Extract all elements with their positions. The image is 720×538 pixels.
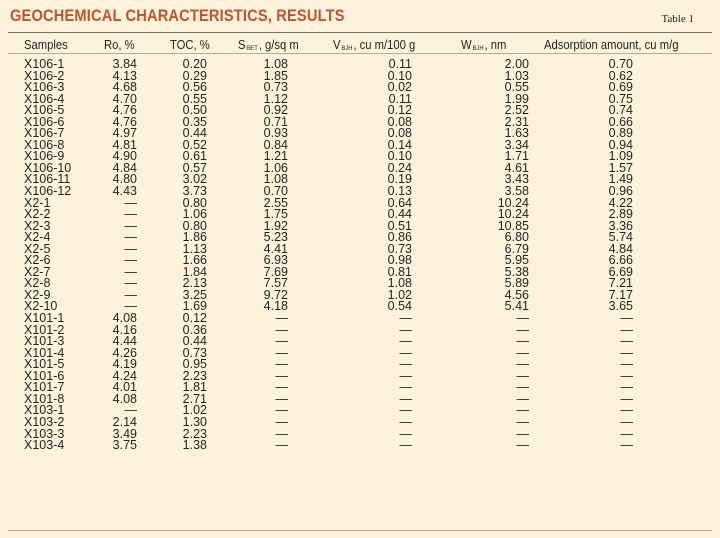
cell-wbjh: — bbox=[516, 380, 529, 395]
cell-adsorption: 4.22 bbox=[608, 195, 633, 210]
cell-vbjh: — bbox=[399, 368, 412, 383]
cell-sbet: — bbox=[275, 426, 288, 441]
cell-toc: 1.38 bbox=[182, 438, 207, 453]
cell-sample: X101-1 bbox=[24, 311, 65, 326]
cell-adsorption: 0.96 bbox=[608, 184, 633, 199]
cell-toc: 1.02 bbox=[182, 403, 207, 418]
cell-sbet: 0.70 bbox=[263, 184, 288, 199]
table-row bbox=[0, 312, 720, 324]
cell-sample: X106-11 bbox=[24, 172, 71, 187]
cell-ro: 4.13 bbox=[112, 68, 137, 83]
cell-adsorption: 1.09 bbox=[608, 149, 633, 164]
cell-adsorption: 1.57 bbox=[608, 160, 633, 175]
cell-ro: 4.19 bbox=[112, 357, 137, 372]
cell-toc: 0.44 bbox=[182, 126, 207, 141]
cell-wbjh: 5.89 bbox=[504, 276, 529, 291]
cell-ro: — bbox=[124, 253, 137, 268]
cell-sample: X103-2 bbox=[24, 414, 65, 429]
cell-wbjh: 2.52 bbox=[504, 103, 529, 118]
cell-ro: — bbox=[124, 276, 137, 291]
cell-wbjh: 1.71 bbox=[504, 149, 529, 164]
cell-toc: 0.57 bbox=[182, 160, 207, 175]
cell-sample: X103-4 bbox=[24, 438, 65, 453]
cell-vbjh: 0.08 bbox=[387, 126, 412, 141]
cell-sbet: — bbox=[275, 322, 288, 337]
cell-vbjh: 0.81 bbox=[387, 264, 412, 279]
cell-adsorption: 6.69 bbox=[608, 264, 633, 279]
cell-ro: 4.08 bbox=[112, 311, 137, 326]
cell-vbjh: — bbox=[399, 403, 412, 418]
cell-ro: — bbox=[124, 218, 137, 233]
cell-toc: 0.44 bbox=[182, 334, 207, 349]
cell-wbjh: 10.85 bbox=[497, 218, 529, 233]
cell-sample: X101-3 bbox=[24, 334, 65, 349]
cell-sbet: — bbox=[275, 345, 288, 360]
cell-wbjh: — bbox=[516, 368, 529, 383]
cell-adsorption: 0.70 bbox=[608, 57, 633, 71]
cell-adsorption: — bbox=[620, 438, 633, 453]
cell-sbet: 1.85 bbox=[263, 68, 288, 83]
cell-sbet: 1.92 bbox=[263, 218, 288, 233]
cell-sample: X106-6 bbox=[24, 114, 65, 129]
cell-sample: X2-3 bbox=[24, 218, 51, 233]
cell-adsorption: 0.69 bbox=[608, 80, 633, 95]
cell-toc: 1.81 bbox=[182, 380, 207, 395]
table-row bbox=[0, 404, 720, 416]
cell-ro: 4.76 bbox=[112, 114, 137, 129]
cell-ro: 4.16 bbox=[112, 322, 137, 337]
table-row bbox=[0, 324, 720, 336]
header-adsorption: Adsorption amount, cu m/g bbox=[544, 38, 679, 52]
cell-toc: 2.23 bbox=[182, 426, 207, 441]
cell-wbjh: 0.55 bbox=[504, 80, 529, 95]
cell-toc: 3.25 bbox=[182, 287, 207, 302]
cell-toc: 0.12 bbox=[182, 311, 207, 326]
cell-wbjh: — bbox=[516, 345, 529, 360]
cell-toc: 0.29 bbox=[182, 68, 207, 83]
cell-toc: 0.50 bbox=[182, 103, 207, 118]
cell-vbjh: 0.98 bbox=[387, 253, 412, 268]
cell-sbet: — bbox=[275, 414, 288, 429]
cell-wbjh: 5.38 bbox=[504, 264, 529, 279]
cell-vbjh: — bbox=[399, 414, 412, 429]
cell-wbjh: 5.95 bbox=[504, 253, 529, 268]
table-row bbox=[0, 58, 720, 70]
table-row bbox=[0, 335, 720, 347]
cell-adsorption: — bbox=[620, 368, 633, 383]
cell-vbjh: — bbox=[399, 391, 412, 406]
header-ro: Ro, % bbox=[104, 38, 135, 52]
cell-wbjh: 3.43 bbox=[504, 172, 529, 187]
cell-ro: 4.84 bbox=[112, 160, 137, 175]
cell-toc: 1.30 bbox=[182, 414, 207, 429]
cell-sbet: — bbox=[275, 403, 288, 418]
cell-adsorption: — bbox=[620, 380, 633, 395]
cell-ro: 4.76 bbox=[112, 103, 137, 118]
table-row bbox=[0, 347, 720, 359]
cell-wbjh: — bbox=[516, 311, 529, 326]
cell-sbet: — bbox=[275, 438, 288, 453]
cell-wbjh: 3.34 bbox=[504, 137, 529, 152]
cell-sample: X2-4 bbox=[24, 230, 51, 245]
cell-ro: 4.97 bbox=[112, 126, 137, 141]
cell-sbet: 1.06 bbox=[263, 160, 288, 175]
cell-vbjh: 0.13 bbox=[387, 184, 412, 199]
cell-sample: X101-7 bbox=[24, 380, 65, 395]
table-row bbox=[0, 370, 720, 382]
cell-sbet: 4.18 bbox=[263, 299, 288, 314]
cell-wbjh: 6.79 bbox=[504, 241, 529, 256]
cell-adsorption: 7.17 bbox=[608, 287, 633, 302]
table-row bbox=[0, 185, 720, 197]
cell-adsorption: — bbox=[620, 334, 633, 349]
table-row bbox=[0, 381, 720, 393]
cell-ro: 4.90 bbox=[112, 149, 137, 164]
cell-sample: X106-1 bbox=[24, 57, 65, 71]
cell-sbet: 1.12 bbox=[263, 91, 288, 106]
cell-wbjh: 10.24 bbox=[497, 207, 529, 222]
cell-sbet: 1.08 bbox=[263, 172, 288, 187]
cell-ro: 3.84 bbox=[112, 57, 137, 71]
cell-toc: 3.73 bbox=[182, 184, 207, 199]
cell-vbjh: 0.10 bbox=[387, 149, 412, 164]
cell-sample: X106-12 bbox=[24, 184, 72, 199]
cell-wbjh: — bbox=[516, 403, 529, 418]
cell-sbet: 7.69 bbox=[263, 264, 288, 279]
cell-toc: 0.35 bbox=[182, 114, 207, 129]
cell-sample: X106-2 bbox=[24, 68, 65, 83]
cell-sbet: 0.71 bbox=[263, 114, 288, 129]
cell-sbet: — bbox=[275, 368, 288, 383]
cell-toc: 2.13 bbox=[182, 276, 207, 291]
cell-sample: X101-2 bbox=[24, 322, 65, 337]
cell-ro: — bbox=[124, 287, 137, 302]
cell-vbjh: 0.10 bbox=[387, 68, 412, 83]
cell-adsorption: 0.74 bbox=[608, 103, 633, 118]
cell-wbjh: 3.58 bbox=[504, 184, 529, 199]
cell-adsorption: — bbox=[620, 391, 633, 406]
cell-wbjh: 4.61 bbox=[504, 160, 529, 175]
cell-ro: 4.26 bbox=[112, 345, 137, 360]
cell-vbjh: 1.02 bbox=[387, 287, 412, 302]
cell-wbjh: 1.63 bbox=[504, 126, 529, 141]
cell-toc: 1.13 bbox=[182, 241, 207, 256]
cell-adsorption: — bbox=[620, 414, 633, 429]
cell-sbet: 2.55 bbox=[263, 195, 288, 210]
table-header-row bbox=[0, 38, 720, 53]
table-row bbox=[0, 81, 720, 93]
cell-sample: X101-8 bbox=[24, 391, 65, 406]
cell-sbet: — bbox=[275, 380, 288, 395]
cell-ro: 4.68 bbox=[112, 80, 137, 95]
cell-sbet: 0.92 bbox=[263, 103, 288, 118]
cell-wbjh: — bbox=[516, 334, 529, 349]
cell-vbjh: 0.12 bbox=[387, 103, 412, 118]
cell-vbjh: 0.14 bbox=[387, 137, 412, 152]
cell-toc: 0.80 bbox=[182, 195, 207, 210]
cell-adsorption: 1.49 bbox=[608, 172, 633, 187]
cell-sbet: 1.21 bbox=[263, 149, 288, 164]
cell-vbjh: 0.51 bbox=[387, 218, 412, 233]
cell-vbjh: — bbox=[399, 345, 412, 360]
cell-sbet: 1.75 bbox=[263, 207, 288, 222]
cell-wbjh: — bbox=[516, 391, 529, 406]
cell-toc: 1.69 bbox=[182, 299, 207, 314]
cell-sample: X106-10 bbox=[24, 160, 72, 175]
cell-ro: 3.49 bbox=[112, 426, 137, 441]
cell-sample: X103-1 bbox=[24, 403, 65, 418]
cell-vbjh: 0.86 bbox=[387, 230, 412, 245]
cell-wbjh: 5.41 bbox=[504, 299, 529, 314]
cell-adsorption: 6.66 bbox=[608, 253, 633, 268]
cell-sample: X2-2 bbox=[24, 207, 51, 222]
cell-ro: — bbox=[124, 403, 137, 418]
cell-toc: 2.71 bbox=[182, 391, 207, 406]
table-row bbox=[0, 208, 720, 220]
cell-sample: X2-6 bbox=[24, 253, 51, 268]
cell-vbjh: 0.73 bbox=[387, 241, 412, 256]
cell-adsorption: 0.75 bbox=[608, 91, 633, 106]
cell-toc: 0.56 bbox=[182, 80, 207, 95]
cell-ro: 4.43 bbox=[112, 184, 137, 199]
cell-sample: X106-7 bbox=[24, 126, 65, 141]
cell-vbjh: — bbox=[399, 357, 412, 372]
cell-ro: — bbox=[124, 195, 137, 210]
header-bottom-rule bbox=[8, 53, 712, 54]
cell-sample: X106-9 bbox=[24, 149, 65, 164]
cell-ro: 4.24 bbox=[112, 368, 137, 383]
header-sbet: $S_{BET}$, g/sq m bbox=[238, 38, 299, 52]
cell-vbjh: — bbox=[399, 438, 412, 453]
cell-toc: 0.80 bbox=[182, 218, 207, 233]
cell-sbet: 6.93 bbox=[263, 253, 288, 268]
cell-wbjh: 10.24 bbox=[497, 195, 529, 210]
cell-sbet: — bbox=[275, 357, 288, 372]
cell-wbjh: 2.00 bbox=[504, 57, 529, 71]
cell-vbjh: 0.02 bbox=[387, 80, 412, 95]
cell-sample: X106-4 bbox=[24, 91, 65, 106]
cell-adsorption: — bbox=[620, 426, 633, 441]
cell-sample: X2-7 bbox=[24, 264, 51, 279]
cell-sample: X106-8 bbox=[24, 137, 65, 152]
cell-sample: X101-5 bbox=[24, 357, 65, 372]
table-row bbox=[0, 416, 720, 428]
cell-vbjh: 0.11 bbox=[388, 57, 412, 71]
cell-adsorption: 2.89 bbox=[608, 207, 633, 222]
cell-ro: — bbox=[124, 264, 137, 279]
cell-sample: X106-5 bbox=[24, 103, 65, 118]
cell-sample: X2-10 bbox=[24, 299, 58, 314]
cell-wbjh: 6.80 bbox=[504, 230, 529, 245]
cell-ro: — bbox=[124, 230, 137, 245]
table-bottom-rule bbox=[8, 530, 712, 531]
cell-wbjh: 1.03 bbox=[504, 68, 529, 83]
table-title: GEOCHEMICAL CHARACTERISTICS, RESULTS bbox=[10, 6, 345, 25]
table-row bbox=[0, 428, 720, 440]
cell-vbjh: — bbox=[399, 426, 412, 441]
cell-ro: 4.81 bbox=[112, 137, 137, 152]
cell-vbjh: 0.64 bbox=[387, 195, 412, 210]
cell-sbet: 4.41 bbox=[263, 241, 288, 256]
header-samples: Samples bbox=[24, 38, 68, 52]
cell-toc: 3.02 bbox=[182, 172, 207, 187]
header-top-rule bbox=[8, 32, 712, 33]
cell-sbet: 0.84 bbox=[263, 137, 288, 152]
cell-ro: 4.44 bbox=[112, 334, 137, 349]
table-body bbox=[0, 58, 720, 451]
cell-ro: 4.70 bbox=[112, 91, 137, 106]
cell-sample: X106-3 bbox=[24, 80, 65, 95]
cell-adsorption: 3.65 bbox=[608, 299, 633, 314]
cell-sbet: 7.57 bbox=[263, 276, 288, 291]
cell-adsorption: — bbox=[620, 345, 633, 360]
cell-adsorption: 7.21 bbox=[608, 276, 633, 291]
cell-vbjh: 0.54 bbox=[387, 299, 412, 314]
cell-toc: 0.61 bbox=[182, 149, 207, 164]
cell-toc: 1.06 bbox=[182, 207, 207, 222]
cell-toc: 1.84 bbox=[182, 264, 207, 279]
cell-toc: 0.95 bbox=[182, 357, 207, 372]
cell-sample: X2-5 bbox=[24, 241, 51, 256]
table-row bbox=[0, 358, 720, 370]
cell-wbjh: 2.31 bbox=[504, 114, 529, 129]
cell-adsorption: — bbox=[620, 357, 633, 372]
cell-wbjh: — bbox=[516, 426, 529, 441]
cell-vbjh: 0.24 bbox=[387, 160, 412, 175]
cell-ro: — bbox=[124, 299, 137, 314]
cell-wbjh: — bbox=[516, 357, 529, 372]
table-row bbox=[0, 439, 720, 451]
cell-vbjh: — bbox=[399, 334, 412, 349]
cell-ro: 3.75 bbox=[112, 438, 137, 453]
cell-sample: X103-3 bbox=[24, 426, 65, 441]
cell-toc: 0.73 bbox=[182, 345, 207, 360]
cell-ro: — bbox=[124, 241, 137, 256]
cell-adsorption: — bbox=[620, 322, 633, 337]
header-wbjh: $W_{BJH}$, nm bbox=[461, 38, 507, 52]
cell-toc: 0.52 bbox=[182, 137, 207, 152]
cell-ro: 4.01 bbox=[112, 380, 137, 395]
cell-ro: 2.14 bbox=[112, 414, 137, 429]
cell-wbjh: — bbox=[516, 322, 529, 337]
cell-toc: 1.66 bbox=[182, 253, 207, 268]
cell-sbet: 1.08 bbox=[263, 57, 288, 71]
cell-vbjh: 0.44 bbox=[387, 207, 412, 222]
cell-vbjh: 0.19 bbox=[387, 172, 412, 187]
cell-adsorption: 0.62 bbox=[608, 68, 633, 83]
cell-sbet: — bbox=[275, 391, 288, 406]
table-number-label: Table 1 bbox=[661, 13, 694, 25]
cell-toc: 0.55 bbox=[182, 91, 207, 106]
cell-toc: 1.86 bbox=[182, 230, 207, 245]
cell-sample: X2-1 bbox=[24, 195, 51, 210]
cell-ro: — bbox=[124, 207, 137, 222]
cell-adsorption: 3.36 bbox=[608, 218, 633, 233]
cell-ro: 4.08 bbox=[112, 391, 137, 406]
table-row bbox=[0, 393, 720, 405]
cell-vbjh: — bbox=[399, 380, 412, 395]
cell-sbet: 0.73 bbox=[263, 80, 288, 95]
cell-toc: 0.20 bbox=[182, 57, 207, 71]
cell-sample: X2-8 bbox=[24, 276, 51, 291]
cell-adsorption: 0.94 bbox=[608, 137, 633, 152]
header-vbjh: $V_{BJH}$, cu m/100 g bbox=[333, 38, 416, 52]
cell-sbet: — bbox=[275, 334, 288, 349]
table-row bbox=[0, 300, 720, 312]
cell-adsorption: 0.66 bbox=[608, 114, 633, 129]
cell-sample: X2-9 bbox=[24, 287, 51, 302]
cell-sbet: 0.93 bbox=[263, 126, 288, 141]
cell-sample: X101-6 bbox=[24, 368, 65, 383]
cell-wbjh: 4.56 bbox=[504, 287, 529, 302]
cell-wbjh: — bbox=[516, 438, 529, 453]
cell-vbjh: 0.08 bbox=[387, 114, 412, 129]
cell-sbet: — bbox=[275, 311, 288, 326]
cell-vbjh: — bbox=[399, 311, 412, 326]
cell-adsorption: — bbox=[620, 311, 633, 326]
cell-wbjh: 1.99 bbox=[504, 91, 529, 106]
cell-sample: X101-4 bbox=[24, 345, 65, 360]
header-toc: TOC, % bbox=[170, 38, 210, 52]
cell-sbet: 5.23 bbox=[263, 230, 288, 245]
cell-adsorption: 5.74 bbox=[608, 230, 633, 245]
cell-adsorption: 0.89 bbox=[608, 126, 633, 141]
cell-vbjh: — bbox=[399, 322, 412, 337]
cell-toc: 0.36 bbox=[182, 322, 207, 337]
table-row bbox=[0, 104, 720, 116]
cell-sbet: 9.72 bbox=[263, 287, 288, 302]
cell-adsorption: — bbox=[620, 403, 633, 418]
cell-adsorption: 4.84 bbox=[608, 241, 633, 256]
cell-ro: 4.80 bbox=[112, 172, 137, 187]
cell-toc: 2.23 bbox=[182, 368, 207, 383]
cell-wbjh: — bbox=[516, 414, 529, 429]
cell-vbjh: 1.08 bbox=[387, 276, 412, 291]
cell-vbjh: 0.11 bbox=[388, 91, 412, 106]
